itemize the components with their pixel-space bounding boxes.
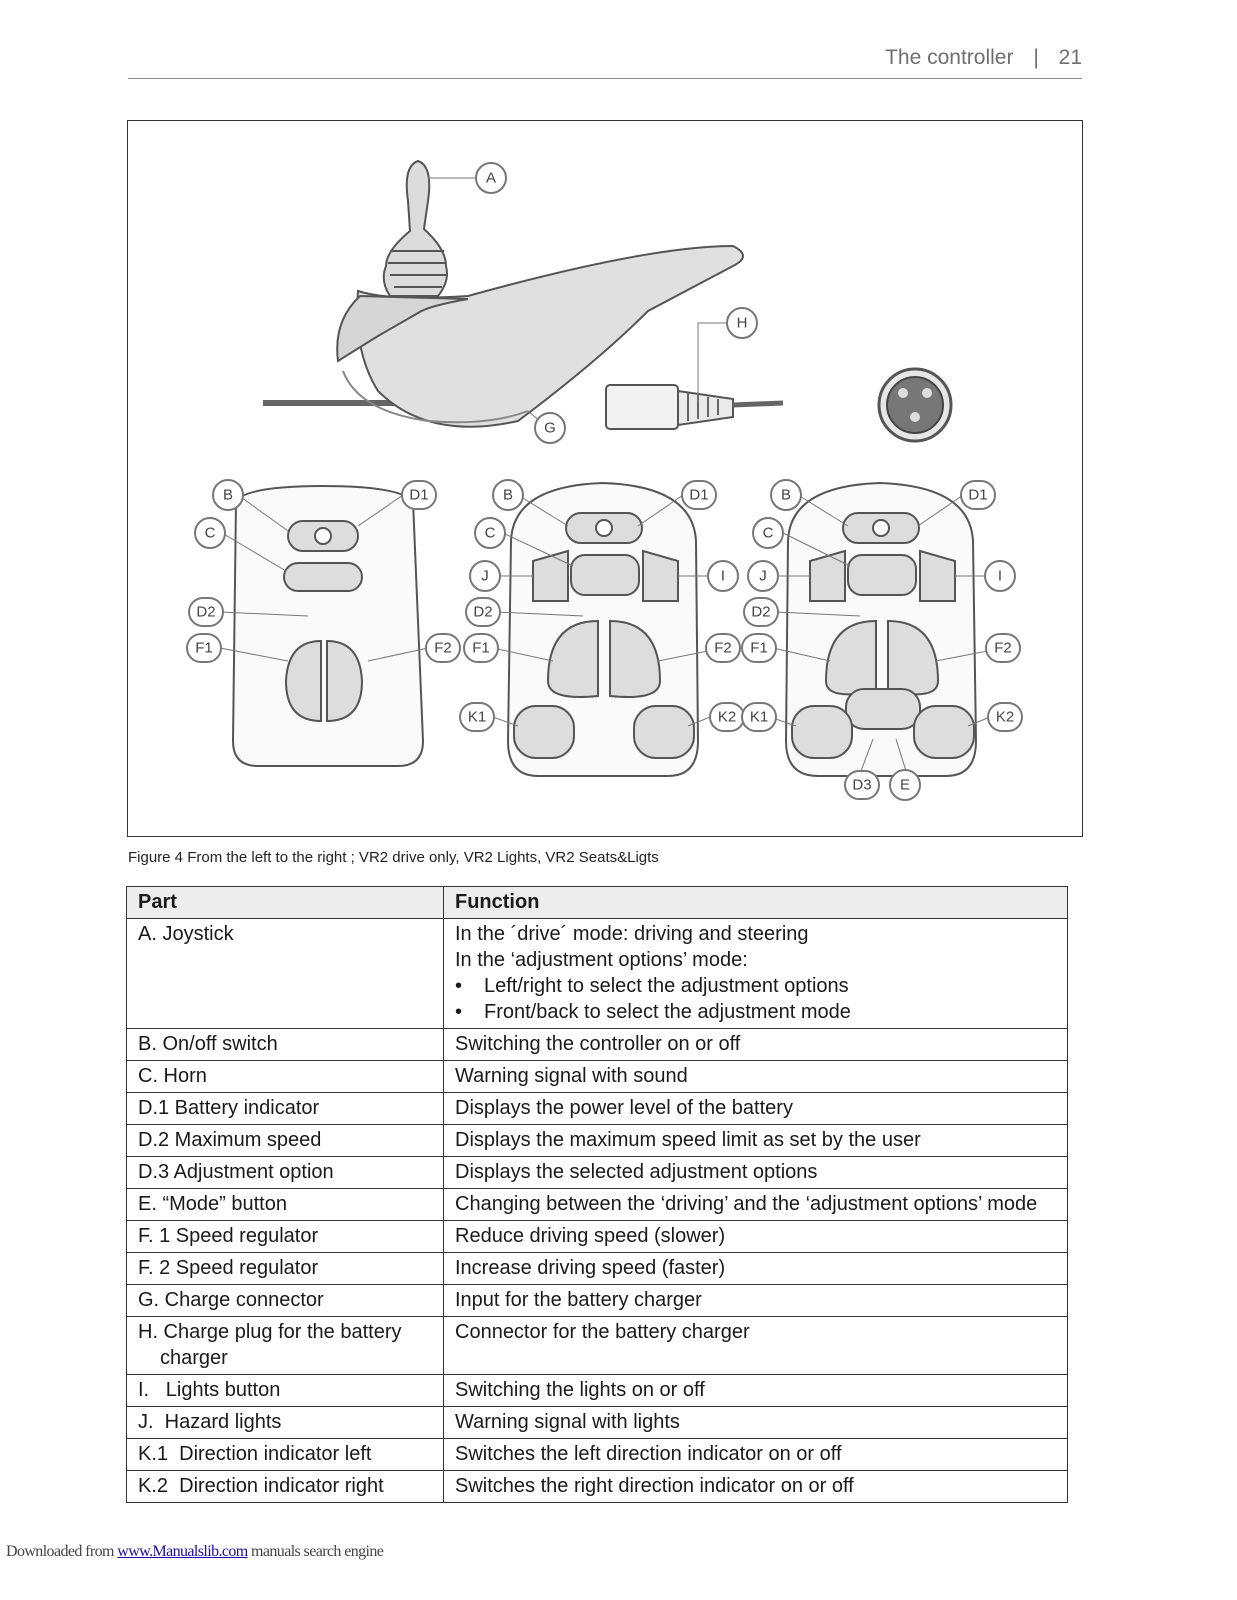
svg-text:A: A: [485, 169, 497, 187]
callout-a: [476, 163, 506, 193]
svg-text:C: C: [762, 524, 774, 542]
figure-caption: Figure 4 From the left to the right ; VR2 drive only, VR2 Lights, VR2 Seats&Ligts: [128, 849, 659, 866]
callout-k2-panel3: [988, 703, 1022, 731]
svg-text:F2: F2: [994, 639, 1012, 657]
header-function: Function: [444, 887, 1068, 919]
callout-g: [535, 413, 565, 443]
callout-k1-panel2: [460, 703, 494, 731]
part-cell: I. Lights button: [127, 1375, 444, 1407]
table-row: [127, 1125, 1068, 1157]
callout-k1-panel3: [742, 703, 776, 731]
controller-figure: [127, 120, 1083, 837]
callout-k2-panel2: [710, 703, 744, 731]
function-cell: Switching the lights on or off: [444, 1375, 1068, 1407]
part-cell: D.3 Adjustment option: [127, 1157, 444, 1189]
svg-text:C: C: [204, 524, 216, 542]
bullet-item: • Front/back to select the adjustment mode: [455, 999, 1056, 1025]
part-cell: F. 1 Speed regulator: [127, 1221, 444, 1253]
table-row: [127, 1471, 1068, 1503]
callout-f1-panel3: [742, 634, 776, 662]
callout-d2-panel3: [744, 598, 778, 626]
svg-text:I: I: [720, 567, 726, 585]
function-line: In the ´drive´ mode: driving and steering: [455, 923, 809, 945]
table-row: [127, 1375, 1068, 1407]
function-cell: Switches the right direction indicator on or off: [444, 1471, 1068, 1503]
table-row: [127, 1189, 1068, 1221]
part-cell: [127, 1317, 444, 1375]
svg-text:F2: F2: [714, 639, 732, 657]
page-header: [128, 46, 1082, 79]
function-cell: Displays the selected adjustment options: [444, 1157, 1068, 1189]
footer-suffix: manuals search engine: [247, 1543, 384, 1560]
svg-text:K1: K1: [749, 708, 769, 726]
part-cell: B. On/off switch: [127, 1029, 444, 1061]
svg-text:D2: D2: [473, 603, 493, 621]
callout-d3-panel3: [845, 771, 879, 799]
panel-seats-lights: [786, 483, 976, 776]
svg-text:G: G: [544, 419, 556, 437]
svg-text:K1: K1: [467, 708, 487, 726]
callout-j-panel2: [470, 561, 500, 591]
callout-i-panel3: [985, 561, 1015, 591]
svg-text:H: H: [736, 314, 748, 332]
manualslib-link[interactable]: www.Manualslib.com: [117, 1543, 248, 1560]
callout-d1-panel1: [402, 481, 436, 509]
svg-text:F1: F1: [195, 639, 213, 657]
callout-h: [727, 308, 757, 338]
svg-text:K2: K2: [717, 708, 737, 726]
function-cell: Reduce driving speed (slower): [444, 1221, 1068, 1253]
function-cell: Input for the battery charger: [444, 1285, 1068, 1317]
function-cell: Switches the left direction indicator on or off: [444, 1439, 1068, 1471]
part-cell: J. Hazard lights: [127, 1407, 444, 1439]
callout-f1-panel1: [187, 634, 221, 662]
function-bullets: [455, 973, 1056, 1025]
table-row: [127, 1439, 1068, 1471]
part-cell: C. Horn: [127, 1061, 444, 1093]
svg-text:J: J: [759, 567, 767, 585]
table-row: [127, 1285, 1068, 1317]
svg-text:E: E: [899, 776, 911, 794]
svg-text:D3: D3: [852, 776, 872, 794]
callout-b-panel2: [493, 480, 523, 510]
svg-text:D2: D2: [751, 603, 771, 621]
table-row: [127, 1407, 1068, 1439]
callout-f2-panel3: [986, 634, 1020, 662]
section-title: The controller: [885, 46, 1014, 69]
part-cell: D.1 Battery indicator: [127, 1093, 444, 1125]
bullet-item: • Left/right to select the adjustment options: [455, 973, 1056, 999]
callout-f2-panel2: [706, 634, 740, 662]
svg-text:D1: D1: [968, 486, 988, 504]
callout-j-panel3: [748, 561, 778, 591]
function-cell: Warning signal with lights: [444, 1407, 1068, 1439]
svg-text:F2: F2: [434, 639, 452, 657]
function-cell: Displays the maximum speed limit as set by the user: [444, 1125, 1068, 1157]
part-cell: K.1 Direction indicator left: [127, 1439, 444, 1471]
function-cell: [444, 919, 1068, 1029]
callout-d2-panel2: [466, 598, 500, 626]
table-row: [127, 1253, 1068, 1285]
charge-socket-illustration: [879, 369, 951, 441]
callout-d1-panel2: [682, 481, 716, 509]
table-row: [127, 1221, 1068, 1253]
part-cell: A. Joystick: [127, 919, 444, 1029]
table-header-row: [127, 887, 1068, 919]
svg-text:D1: D1: [409, 486, 429, 504]
callout-b-panel1: [213, 480, 243, 510]
callout-i-panel2: [708, 561, 738, 591]
table-row: [127, 1029, 1068, 1061]
part-line: H. Charge plug for the battery: [138, 1321, 402, 1343]
svg-text:K2: K2: [995, 708, 1015, 726]
callout-d1-panel3: [961, 481, 995, 509]
function-cell: Switching the controller on or off: [444, 1029, 1068, 1061]
callout-d2-panel1: [189, 598, 223, 626]
svg-text:C: C: [484, 524, 496, 542]
part-cell: D.2 Maximum speed: [127, 1125, 444, 1157]
callout-b-panel3: [771, 480, 801, 510]
part-cell: E. “Mode” button: [127, 1189, 444, 1221]
parts-table: [126, 886, 1068, 1503]
svg-text:F1: F1: [750, 639, 768, 657]
function-cell: Changing between the ‘driving’ and the ‘adjustment options’ mode: [444, 1189, 1068, 1221]
table-row: [127, 919, 1068, 1029]
page-number: 21: [1058, 46, 1082, 69]
svg-text:I: I: [997, 567, 1003, 585]
joystick-controller-illustration: [263, 161, 783, 429]
callout-c-panel3: [753, 518, 783, 548]
part-cell: F. 2 Speed regulator: [127, 1253, 444, 1285]
part-line-continued: charger: [160, 1347, 228, 1369]
callout-f1-panel2: [464, 634, 498, 662]
panel-lights: [508, 483, 698, 776]
footer-prefix: Downloaded from: [6, 1543, 118, 1560]
table-row: [127, 1061, 1068, 1093]
callout-e-panel3: [890, 770, 920, 800]
table-row: [127, 1157, 1068, 1189]
svg-text:B: B: [222, 486, 234, 504]
download-footer: [6, 1543, 383, 1561]
function-cell: Connector for the battery charger: [444, 1317, 1068, 1375]
svg-text:F1: F1: [472, 639, 490, 657]
svg-text:B: B: [780, 486, 792, 504]
part-cell: K.2 Direction indicator right: [127, 1471, 444, 1503]
svg-text:B: B: [502, 486, 514, 504]
callout-f2-panel1: [426, 634, 460, 662]
part-cell: G. Charge connector: [127, 1285, 444, 1317]
header-separator: |: [1033, 46, 1039, 69]
function-cell: Warning signal with sound: [444, 1061, 1068, 1093]
table-row: [127, 1093, 1068, 1125]
function-line: In the ‘adjustment options’ mode:: [455, 949, 748, 971]
callout-c-panel1: [195, 518, 225, 548]
callout-c-panel2: [475, 518, 505, 548]
function-cell: Increase driving speed (faster): [444, 1253, 1068, 1285]
table-row: [127, 1317, 1068, 1375]
svg-text:J: J: [481, 567, 489, 585]
function-cell: Displays the power level of the battery: [444, 1093, 1068, 1125]
panel-drive-only: [233, 486, 423, 766]
header-part: Part: [127, 887, 444, 919]
svg-text:D2: D2: [196, 603, 216, 621]
svg-text:D1: D1: [689, 486, 709, 504]
controller-illustration: [128, 121, 1082, 836]
